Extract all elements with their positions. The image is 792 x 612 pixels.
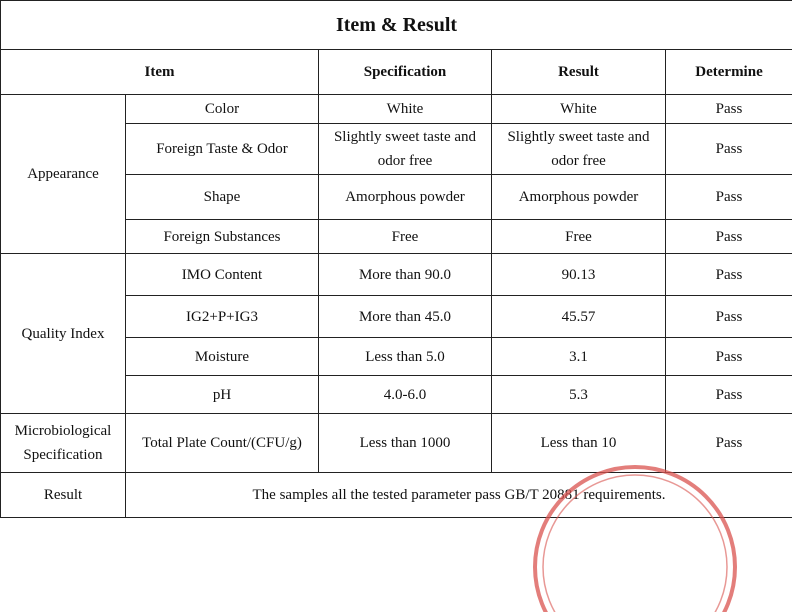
row-result: 3.1 — [492, 338, 666, 376]
row-result: 5.3 — [492, 376, 666, 414]
row-spec: Free — [319, 220, 492, 254]
row-item: pH — [126, 376, 319, 414]
row-determine: Pass — [666, 220, 792, 254]
row-determine: Pass — [666, 376, 792, 414]
row-determine: Pass — [666, 414, 792, 473]
row-spec: More than 45.0 — [319, 296, 492, 338]
row-result: Slightly sweet taste and odor free — [492, 124, 666, 175]
header-determine: Determine — [666, 50, 792, 95]
row-determine: Pass — [666, 338, 792, 376]
header-result: Result — [492, 50, 666, 95]
row-spec: Slightly sweet taste and odor free — [319, 124, 492, 175]
header-specification: Specification — [319, 50, 492, 95]
row-item: Foreign Taste & Odor — [126, 124, 319, 175]
group-label-quality: Quality Index — [1, 254, 126, 414]
row-item: IMO Content — [126, 254, 319, 296]
row-determine: Pass — [666, 95, 792, 124]
row-determine: Pass — [666, 296, 792, 338]
row-item: Shape — [126, 175, 319, 220]
row-item: Color — [126, 95, 319, 124]
table-row — [1, 473, 792, 518]
row-determine: Pass — [666, 124, 792, 175]
table-title: Item & Result — [1, 1, 792, 50]
row-result: Amorphous powder — [492, 175, 666, 220]
row-result: 90.13 — [492, 254, 666, 296]
footer-label: Result — [1, 473, 126, 518]
row-spec: More than 90.0 — [319, 254, 492, 296]
footer-text: The samples all the tested parameter pass GB/T 20881 requirements. — [126, 473, 792, 518]
row-spec: Less than 1000 — [319, 414, 492, 473]
row-spec: White — [319, 95, 492, 124]
group-label-appearance: Appearance — [1, 95, 126, 254]
header-item: Item — [1, 50, 319, 95]
table-row — [1, 414, 792, 473]
group-label-micro: Microbiological Specification — [1, 414, 126, 473]
row-spec: 4.0-6.0 — [319, 376, 492, 414]
row-item: Moisture — [126, 338, 319, 376]
row-result: 45.57 — [492, 296, 666, 338]
row-spec: Amorphous powder — [319, 175, 492, 220]
row-item: Foreign Substances — [126, 220, 319, 254]
row-result: Free — [492, 220, 666, 254]
row-spec: Less than 5.0 — [319, 338, 492, 376]
table-row — [1, 95, 792, 124]
row-determine: Pass — [666, 254, 792, 296]
row-result: Less than 10 — [492, 414, 666, 473]
row-determine: Pass — [666, 175, 792, 220]
table-row — [1, 254, 792, 296]
row-result: White — [492, 95, 666, 124]
row-item: IG2+P+IG3 — [126, 296, 319, 338]
row-item: Total Plate Count/(CFU/g) — [126, 414, 319, 473]
